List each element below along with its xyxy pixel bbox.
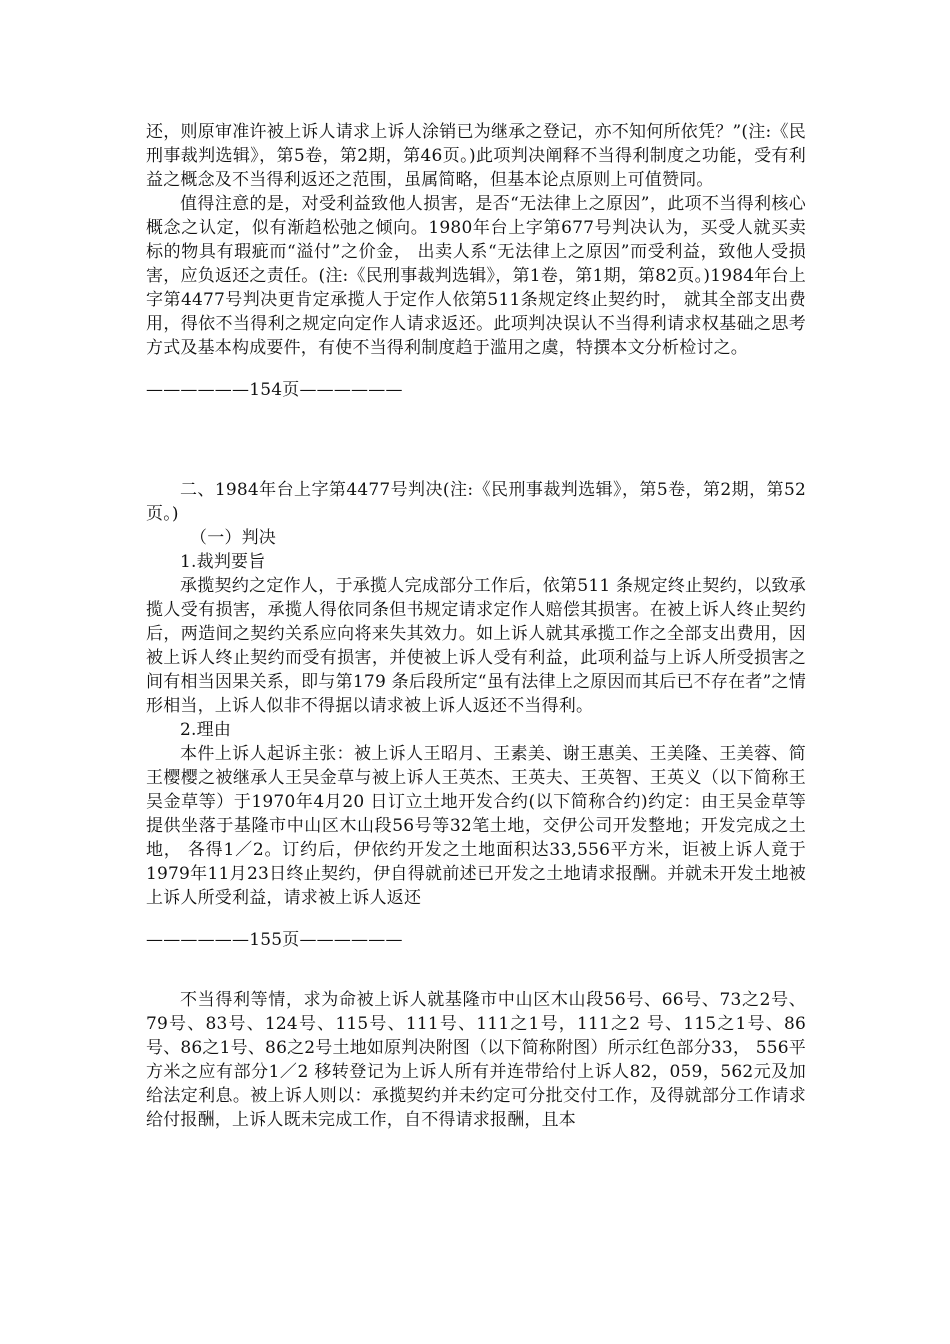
item-title-summary: 1.裁判要旨 <box>180 552 266 572</box>
spacer <box>146 952 806 988</box>
paragraph-analysis: 值得注意的是，对受利益致他人损害，是否“无法律上之原因”，此项不当得利核心概念之认定，似有渐趋松弛之倾向。1980年台上字第677号判决认为，买受人就买卖标的物具有瑕疵而“溢付”之价金， 出卖人系“无法律上之原因”而受利益，致他人受损害，应负返还之责任。(注:《民刑事裁判选辑》，第1卷，第1期，第82页。)1984年台上字第4477号判决更肯定承揽人于定作人依第511条规定终止契约时， 就其全部支出费用，得依不当得利之规定向定作人请求返还。此项判决误认不当得利请求权基础之思考方式及基本构成要件，有使不当得利制度趋于滥用之虞，特撰本文分析检讨之。 <box>146 194 806 358</box>
document-page <box>146 120 806 1132</box>
paragraph-summary: 承揽契约之定作人，于承揽人完成部分工作后，依第511 条规定终止契约，以致承揽人受有损害，承揽人得依同条但书规定请求定作人赔偿其损害。在被上诉人终止契约后，两造间之契约关系应向将来失其效力。如上诉人就其承揽工作之全部支出费用，因被上诉人终止契约而受有损害，并使被上诉人受有利益，此项利益与上诉人所受损害之间有相当因果关系，即与第179 条后段所定“虽有法律上之原因而其后已不存在者”之情形相当，上诉人似非不得据以请求被上诉人返还不当得利。 <box>146 576 806 716</box>
page-marker-155: ——————155页—————— <box>146 930 403 950</box>
page-marker-154: ——————154页—————— <box>146 380 403 400</box>
section-heading: 二、1984年台上字第4477号判决(注:《民刑事裁判选辑》，第5卷，第2期，第52页。) <box>146 480 806 524</box>
paragraph-claims: 不当得利等情，求为命被上诉人就基隆市中山区木山段56号、66号、73之2号、79号、83号、124号、115号、111号、111之1号，111之2 号、115之1号、86号、86之1号、86之2号土地如原判决附图（以下简称附图）所示红色部分33， 556平方米之应有部分1／2 移转登记为上诉人所有并连带给付上诉人82，059，562元及加给法定利息。被上诉人则以：承揽契约并未约定可分批交付工作，及得就部分工作请求给付报酬，上诉人既未完成工作，自不得请求报酬，且本 <box>146 990 806 1130</box>
paragraph-continuation: 还，则原审准许被上诉人请求上诉人涂销已为继承之登记，亦不知何所依凭？”(注:《民刑事裁判选辑》，第5卷，第2期，第46页。)此项判决阐释不当得利制度之功能，受有利益之概念及不当得利返还之范围，虽属简略，但基本论点原则上可值赞同。 <box>146 122 806 190</box>
spacer <box>146 402 806 478</box>
subsection-heading: （一）判决 <box>190 528 276 548</box>
spacer <box>146 360 806 378</box>
paragraph-reasons: 本件上诉人起诉主张：被上诉人王昭月、王素美、谢王惠美、王美隆、王美蓉、简王樱樱之被继承人王吴金草与被上诉人王英杰、王英夫、王英智、王英义（以下简称王吴金草等）于1970年4月20 日订立土地开发合约(以下简称合约)约定：由王吴金草等提供坐落于基隆市中山区木山段56号等32笔土地，交伊公司开发整地；开发完成之土地， 各得1／2。订约后，伊依约开发之土地面积达33,556平方米，讵被上诉人竟于1979年11月23日终止契约，伊自得就前述已开发之土地请求报酬。并就未开发土地被上诉人所受利益，请求被上诉人返还 <box>146 744 806 908</box>
item-title-reasons: 2.理由 <box>180 720 232 740</box>
spacer <box>146 910 806 928</box>
